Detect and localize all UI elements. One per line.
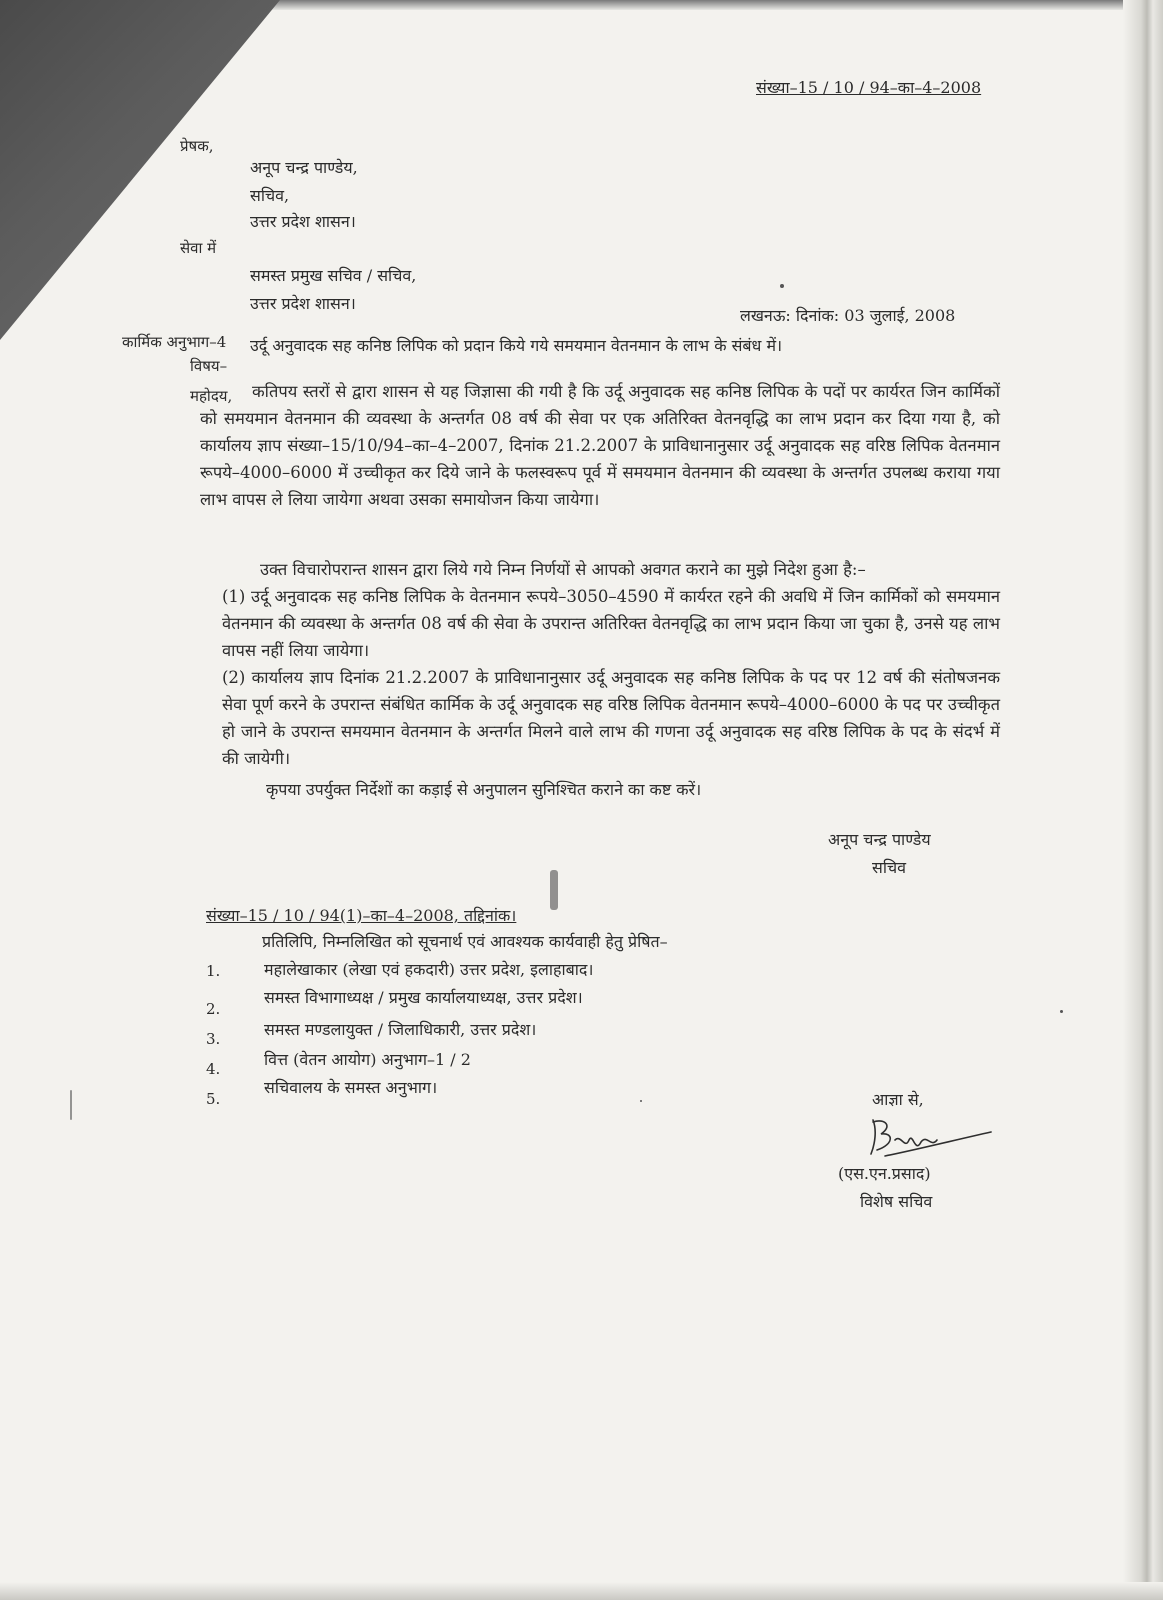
signatory-name: अनूप चन्द्र पाण्डेय [828,830,931,849]
closing-request: कृपया उपर्युक्त निर्देशों का कड़ाई से अनुपालन सुनिश्चित कराने का कष्ट करें। [266,780,702,799]
list-item-text: सचिवालय के समस्त अनुभाग। [264,1078,438,1097]
endorsement-intro: प्रतिलिपि, निम्नलिखित को सूचनार्थ एवं आवश्यक कार्यवाही हेतु प्रेषित– [262,932,668,951]
decision-point-2: (2) कार्यालय ज्ञाप दिनांक 21.2.2007 के प्राविधानानुसार उर्दू अनुवादक सह कनिष्ठ लिपिक के पद पर 12 वर्ष की संतोषजनक सेवा पूर्ण करने के उपरान्त संबंधित कार्मिक के उर्दू अनुवादक सह वरिष्ठ लिपिक वेतनमान रूपये–4000–6000 के पद पर उच्चीकृत हो जाने के उपरान्त समयमान वेतनमान के अन्तर्गत मिलने वाले लाभ की गणना उर्दू अनुवादक सह वरिष्ठ लिपिक के पद के संदर्भ में की जायेगी। [222,668,1000,768]
list-item-number: 1. [206,962,221,980]
paragraph-2-intro: उक्त विचारोपरान्त शासन द्वारा लिये गये निम्न निर्णयों से आपको अवगत कराने का मुझे निदेश हुआ है:– [260,560,866,579]
sender-title: सचिव, [250,186,290,205]
officer-title: विशेष सचिव [860,1192,933,1211]
reference-number: संख्या–15 / 10 / 94–का–4–2008 [756,78,982,97]
to-label: सेवा में [180,239,217,257]
section-name: कार्मिक अनुभाग–4 [122,333,227,351]
scan-speck [1060,1010,1063,1013]
list-item-number: 3. [206,1030,221,1048]
sender-office: उत्तर प्रदेश शासन। [250,212,356,231]
order-line: आज्ञा से, [872,1090,924,1109]
list-item-number: 4. [206,1060,221,1078]
salutation: महोदय, [190,387,233,405]
scan-speck [640,1100,642,1102]
list-item-number: 2. [206,1000,221,1018]
scan-speck [70,1090,72,1120]
list-item-text: वित्त (वेतन आयोग) अनुभाग–1 / 2 [264,1050,471,1069]
from-label: प्रेषक, [180,137,214,155]
list-item-text: समस्त मण्डलायुक्त / जिलाधिकारी, उत्तर प्रदेश। [264,1020,537,1039]
recipient-title: समस्त प्रमुख सचिव / सचिव, [250,266,417,285]
subject-label: विषय– [190,357,228,375]
signatory-title: सचिव [872,858,907,877]
list-item-text: महालेखाकार (लेखा एवं हकदारी) उत्तर प्रदेश, इलाहाबाद। [264,960,594,979]
ink-smear [550,870,558,910]
scan-speck [780,284,784,288]
list-item-number: 5. [206,1090,221,1108]
endorsement-reference: संख्या–15 / 10 / 94(1)–का–4–2008, तद्दिनांक। [206,906,517,925]
place-date: लखनऊ: दिनांक: 03 जुलाई, 2008 [740,306,956,325]
paragraph-1: कतिपय स्तरों से द्वारा शासन से यह जिज्ञासा की गयी है कि उर्दू अनुवादक सह कनिष्ठ लिपिक के पदों पर कार्यरत जिन कार्मिकों को समयमान वेतनमान की व्यवस्था के अन्तर्गत 08 वर्ष की सेवा पर एक अतिरिक्त वेतनवृद्धि का लाभ प्रदान कर दिया गया है, को कार्यालय ज्ञाप संख्या–15/10/94–का–4–2007, दिनांक 21.2.2007 के प्राविधानानुसार उर्दू अनुवादक सह वरिष्ठ लिपिक वेतनमान रूपये–4000–6000 में उच्चीकृत कर दिये जाने के फलस्वरूप पूर्व में समयमान वेतनमान की व्यवस्था के अन्तर्गत उपलब्ध कराया गया लाभ वापस ले लिया जायेगा अथवा उसका समायोजन किया जायेगा। [200,382,1000,509]
recipient-office: उत्तर प्रदेश शासन। [250,294,356,313]
handwritten-signature [855,1110,995,1170]
subject-line: उर्दू अनुवादक सह कनिष्ठ लिपिक को प्रदान किये गये समयमान वेतनमान के लाभ के संबंध में। [250,336,783,355]
officer-name: (एस.एन.प्रसाद) [838,1164,931,1183]
sender-name: अनूप चन्द्र पाण्डेय, [250,158,358,177]
decision-point-1: (1) उर्दू अनुवादक सह कनिष्ठ लिपिक के वेतनमान रूपये–3050–4590 में कार्यरत रहने की अवधि में जिन कार्मिकों को समयमान वेतनमान की व्यवस्था के अन्तर्गत 08 वर्ष की सेवा के उपरान्त अतिरिक्त वेतनवृद्धि का लाभ प्रदान किया जा चुका है, उनसे यह लाभ वापस नहीं लिया जायेगा। [222,587,1000,660]
list-item-text: समस्त विभागाध्यक्ष / प्रमुख कार्यालयाध्यक्ष, उत्तर प्रदेश। [264,988,583,1007]
